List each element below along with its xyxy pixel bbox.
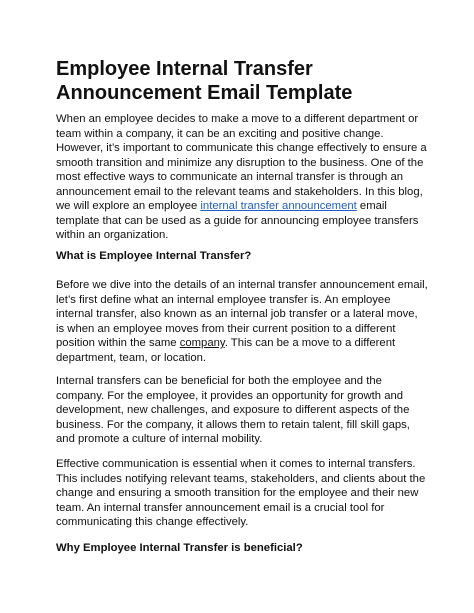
communication-paragraph: Effective communication is essential when it comes to internal transfers. This includes notifying relevant teams, stakeholders, and clients about the change and ensuring a smooth transition for the employee and their new team. An internal transfer announcement email is a crucial tool for communicating this change effectively. [56, 458, 426, 528]
definition-text-before-link: Before we dive into the details of an internal transfer announcement email, let’s first define what an internal employee transfer is. An employee internal transfer, also known as an internal job transfer or a lateral move, is when an employee moves from their current position to a different position within the same [56, 279, 428, 349]
definition-paragraph [56, 278, 428, 365]
company-link[interactable]: company [179, 337, 225, 349]
benefits-paragraph: Internal transfers can be beneficial for both the employee and the company. For the employee, it provides an opportunity for growth and development, new challenges, and exposure to different aspects of the business. For the company, it allows them to retain talent, fill skill gaps, and promote a culture of internal mobility. [56, 375, 410, 445]
section-heading-what-is: What is Employee Internal Transfer? [56, 250, 252, 262]
intro-paragraph [56, 112, 428, 243]
section-heading-why-beneficial: Why Employee Internal Transfer is beneficial? [56, 542, 303, 554]
internal-transfer-announcement-link[interactable]: internal transfer announcement [200, 200, 357, 212]
intro-text-after-link: email template that can be used as a guide for announcing employee transfers within an organization. [56, 200, 419, 241]
intro-text-before-link: When an employee decides to make a move to a different department or team within a company, it can be an exciting and positive change. However, it’s important to communicate this change effectively to ensure a smooth transition and minimize any disruption to the business. One of the most effective ways to communicate an internal transfer is through an announcement email to the relevant teams and stakeholders. In this blog, we will explore an employee [56, 113, 427, 212]
document-title: Employee Internal Transfer Announcement Email Template [56, 58, 353, 104]
definition-text-after-link: . This can be a move to a different department, team, or location. [56, 337, 396, 364]
